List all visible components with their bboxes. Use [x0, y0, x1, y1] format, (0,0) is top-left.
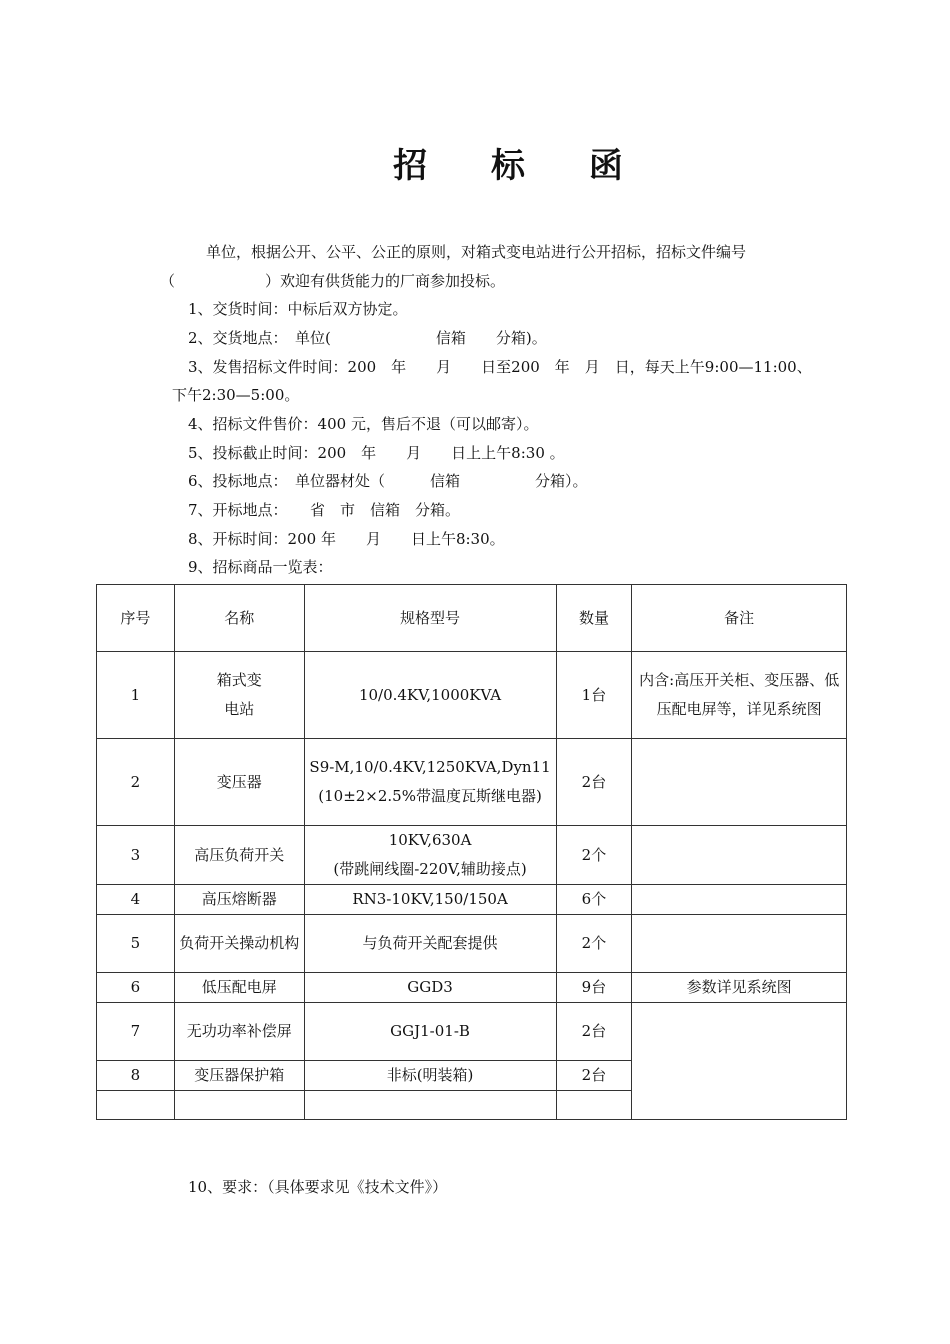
cell-name: 高压熔断器 [174, 885, 304, 915]
cell-note [632, 885, 847, 915]
item-delivery-time: 1、交货时间：中标后双方协定。 [188, 300, 408, 318]
cell-spec: GGD3 [304, 973, 556, 1003]
item-goods-list: 9、招标商品一览表： [188, 558, 333, 576]
cell-note [632, 739, 847, 826]
document-title [0, 138, 950, 187]
cell-qty: 2台 [556, 739, 632, 826]
item-price: 4、招标文件售价：400 元，售后不退（可以邮寄）。 [188, 415, 539, 433]
cell-spec: 10KV,630A (带跳闸线圈-220V,辅助接点) [304, 826, 556, 885]
cell-name: 无功功率补偿屏 [174, 1003, 304, 1061]
cell-no: 3 [97, 826, 175, 885]
cell-name: 变压器 [174, 739, 304, 826]
title-char: 函 [588, 146, 625, 186]
cell-no: 1 [97, 652, 175, 739]
cell-no: 7 [97, 1003, 175, 1061]
table-header-row [97, 585, 847, 652]
title-char: 招 [393, 146, 430, 186]
cell-spec: 10/0.4KV,1000KVA [304, 652, 556, 739]
item-deadline: 5、投标截止时间：200 年 月 日上上午8:30 。 [188, 444, 565, 462]
cell-name: 箱式变 电站 [174, 652, 304, 739]
cell-name: 变压器保护箱 [174, 1061, 304, 1091]
table-row [97, 973, 847, 1003]
cell-no: 2 [97, 739, 175, 826]
cell-spec: 非标(明装箱) [304, 1061, 556, 1091]
cell-note: 内含:高压开关柜、变压器、低压配电屏等，详见系统图 [632, 652, 847, 739]
item-delivery-place: 2、交货地点： 单位( 信箱 分箱)。 [188, 329, 547, 347]
cell-no: 6 [97, 973, 175, 1003]
item-sale-time-cont: 下午2:30—5:00。 [172, 386, 300, 404]
table-row [97, 739, 847, 826]
title-char: 标 [491, 146, 527, 186]
cell-qty: 2台 [556, 1061, 632, 1091]
header-cell: 序号 [97, 585, 175, 652]
cell-spec: 与负荷开关配套提供 [304, 915, 556, 973]
cell-note [632, 1003, 847, 1120]
cell-qty: 2个 [556, 826, 632, 885]
cell-qty: 1台 [556, 652, 632, 739]
cell-spec: RN3-10KV,150/150A [304, 885, 556, 915]
cell-spec: GGJ1-01-B [304, 1003, 556, 1061]
header-cell: 备注 [632, 585, 847, 652]
cell-note [632, 826, 847, 885]
cell-no: 8 [97, 1061, 175, 1091]
cell-name: 负荷开关操动机构 [174, 915, 304, 973]
item-open-time: 8、开标时间：200 年 月 日上午8:30。 [188, 530, 505, 548]
cell-no: 5 [97, 915, 175, 973]
cell-spec: S9-M,10/0.4KV,1250KVA,Dyn11 (10±2×2.5%带温度瓦斯继电器) [304, 739, 556, 826]
header-cell: 名称 [174, 585, 304, 652]
cell-qty: 9台 [556, 973, 632, 1003]
item-open-place: 7、开标地点： 省 市 信箱 分箱。 [188, 501, 461, 519]
intro-paragraph: 单位，根据公开、公平、公正的原则，对箱式变电站进行公开招标，招标文件编号（ ）欢迎有供货能力的厂商参加投标。 [160, 243, 747, 290]
table-row [97, 652, 847, 739]
cell-qty: 6个 [556, 885, 632, 915]
cell-no: 4 [97, 885, 175, 915]
goods-table [96, 584, 847, 1120]
item-bid-place: 6、投标地点： 单位器材处（ 信箱 分箱）。 [188, 472, 588, 490]
header-cell: 规格型号 [304, 585, 556, 652]
table-row [97, 885, 847, 915]
cell-note: 参数详见系统图 [632, 973, 847, 1003]
cell-empty [97, 1091, 175, 1120]
cell-name: 低压配电屏 [174, 973, 304, 1003]
cell-qty: 2台 [556, 1003, 632, 1061]
cell-name: 高压负荷开关 [174, 826, 304, 885]
item-sale-time: 3、发售招标文件时间：200 年 月 日至200 年 月 日，每天上午9:00—11:00、 [188, 358, 812, 376]
cell-empty [174, 1091, 304, 1120]
table-row [97, 1003, 847, 1061]
cell-qty: 2个 [556, 915, 632, 973]
table-row [97, 826, 847, 885]
cell-empty [304, 1091, 556, 1120]
cell-note [632, 915, 847, 973]
table-row [97, 915, 847, 973]
cell-empty [556, 1091, 632, 1120]
requirement-line: 10、要求：（具体要求见《技术文件》） [188, 1178, 448, 1196]
header-cell: 数量 [556, 585, 632, 652]
